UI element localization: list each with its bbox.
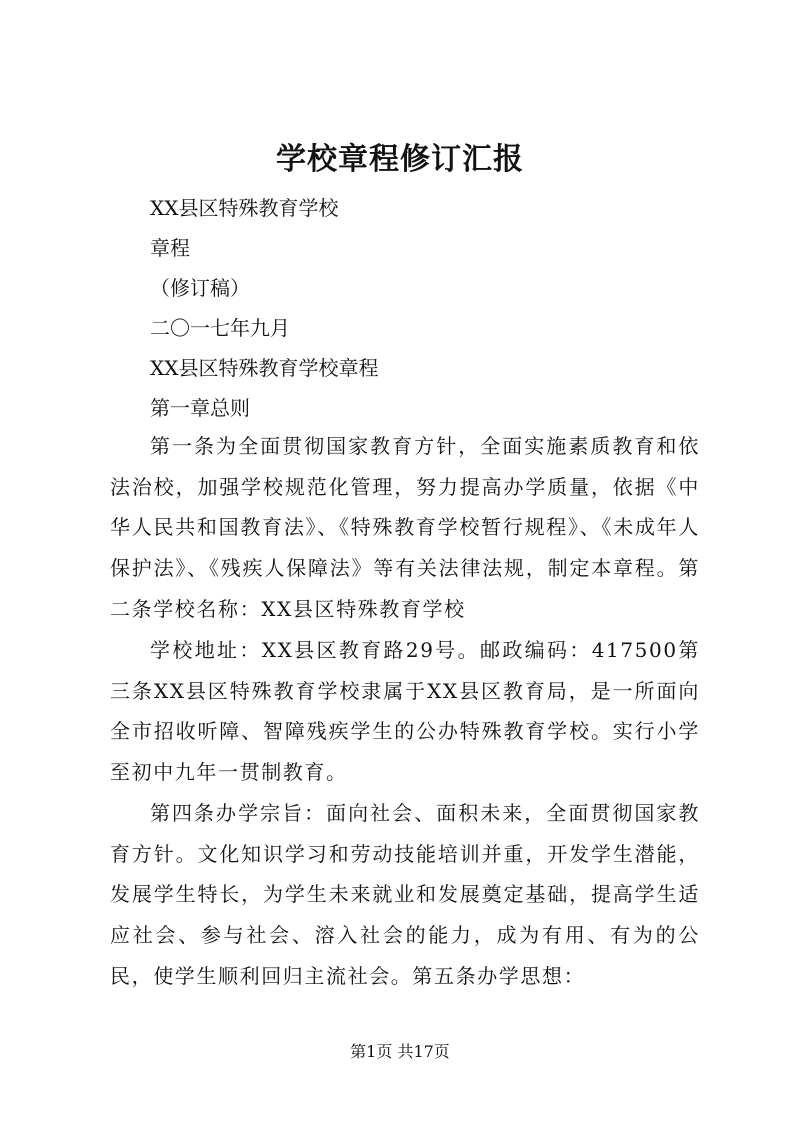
date-line: 二〇一七年九月 [150,316,290,340]
charter-label-line: 章程 [150,236,190,260]
body-paragraph-1: 第一条为全面贯彻国家教育方针，全面实施素质教育和依法治校，加强学校规范化管理，努力提高办学质量，依据《中华人民共和国教育法》、《特殊教育学校暂行规程》、《未成年人保护法》、《残疾人保障法》等有关法律法规，制定本章程。第二条学校名称：XX县区特殊教育学校 [110,434,700,621]
document-title: 学校章程修订汇报 [276,142,524,177]
charter-title-line: XX县区特殊教育学校章程 [150,356,379,380]
chapter-heading: 第一章总则 [150,396,250,420]
school-name-line: XX县区特殊教育学校 [150,196,339,220]
body-paragraph-2: 学校地址：XX县区教育路29号。邮政编码：417500第三条XX县区特殊教育学校隶属于XX县区教育局，是一所面向全市招收听障、智障残疾学生的公办特殊教育学校。实行小学至初中九年一贯制教育。 [110,638,700,785]
revision-draft-line: （修订稿） [150,276,250,300]
body-paragraph-3: 第四条办学宗旨：面向社会、面积未来，全面贯彻国家教育方针。文化知识学习和劳动技能培训并重，开发学生潜能，发展学生特长，为学生未来就业和发展奠定基础，提高学生适应社会、参与社会、溶入社会的能力，成为有用、有为的公民，使学生顺利回归主流社会。第五条办学思想： [110,801,700,988]
page-footer: 第1页 共17页 [350,1042,450,1061]
